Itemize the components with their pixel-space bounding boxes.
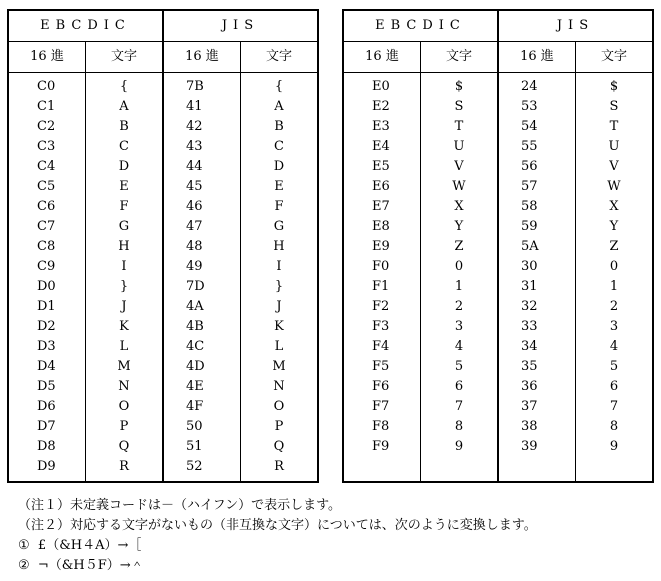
ebcdic-char-cell: X: [420, 197, 497, 217]
jis-hex-cell: 48: [163, 237, 240, 257]
ebcdic-hex-cell: C0: [8, 73, 85, 98]
ebcdic-hex-cell: C8: [8, 237, 85, 257]
ebcdic-hex-cell: C2: [8, 117, 85, 137]
table-row: [8, 297, 318, 317]
conversion-2: ② ¬（&H５F）→＾: [18, 558, 144, 573]
ebcdic-char-cell: 2: [420, 297, 497, 317]
table-row: [8, 277, 318, 297]
ebcdic-char-cell: S: [420, 97, 497, 117]
table-row: [8, 137, 318, 157]
table-row: [343, 317, 653, 337]
jis-hex-cell: 50: [163, 417, 240, 437]
jis-char-cell: I: [240, 257, 318, 277]
ebcdic-hex-cell: C9: [8, 257, 85, 277]
jis-hex-cell: 44: [163, 157, 240, 177]
ebcdic-hex-cell: C4: [8, 157, 85, 177]
jis-hex-cell: 4E: [163, 377, 240, 397]
jis-hex-cell: 45: [163, 177, 240, 197]
ebcdic-hex-cell: D7: [8, 417, 85, 437]
ebcdic-hex-cell: E5: [343, 157, 420, 177]
ebcdic-hex-cell: D3: [8, 337, 85, 357]
jis-hex-cell: 35: [498, 357, 575, 377]
table-row: [343, 157, 653, 177]
ebcdic-char-cell: I: [85, 257, 162, 277]
ebcdic-header: EBCDIC: [343, 10, 498, 42]
ebcdic-hex-cell: E9: [343, 237, 420, 257]
ebcdic-char-cell: L: [85, 337, 162, 357]
jis-char-cell: 7: [575, 397, 653, 417]
jis-char-cell: H: [240, 237, 318, 257]
jis-header: JIS: [498, 10, 653, 42]
table-row: [343, 337, 653, 357]
table-row: [8, 217, 318, 237]
jis-hex-cell: 4B: [163, 317, 240, 337]
jis-char-cell: J: [240, 297, 318, 317]
jis-char-cell: 6: [575, 377, 653, 397]
ebcdic-hex-cell: F6: [343, 377, 420, 397]
ebcdic-char-cell: D: [85, 157, 162, 177]
jis-hex-cell: 4A: [163, 297, 240, 317]
table-row: [343, 277, 653, 297]
char-column-header: 文字: [240, 42, 318, 73]
jis-hex-cell: 51: [163, 437, 240, 457]
ebcdic-char-cell: A: [85, 97, 162, 117]
ebcdic-hex-cell: C5: [8, 177, 85, 197]
ebcdic-char-cell: {: [85, 73, 162, 98]
ebcdic-char-cell: U: [420, 137, 497, 157]
table-row: [8, 357, 318, 377]
ebcdic-char-cell: G: [85, 217, 162, 237]
jis-char-cell: X: [575, 197, 653, 217]
jis-char-cell: K: [240, 317, 318, 337]
table-row: [8, 337, 318, 357]
jis-char-cell: 5: [575, 357, 653, 377]
jis-char-cell: T: [575, 117, 653, 137]
ebcdic-hex-cell: F5: [343, 357, 420, 377]
jis-hex-cell: 30: [498, 257, 575, 277]
ebcdic-hex-cell: E2: [343, 97, 420, 117]
jis-char-cell: W: [575, 177, 653, 197]
hex-column-header: 16 進: [498, 42, 575, 73]
jis-hex-cell: 57: [498, 177, 575, 197]
jis-hex-cell: 4F: [163, 397, 240, 417]
jis-hex-cell: 53: [498, 97, 575, 117]
hex-column-header: 16 進: [8, 42, 85, 73]
jis-hex-cell: 5A: [498, 237, 575, 257]
ebcdic-char-cell: 6: [420, 377, 497, 397]
ebcdic-hex-cell: F0: [343, 257, 420, 277]
jis-char-cell: N: [240, 377, 318, 397]
ebcdic-char-cell: W: [420, 177, 497, 197]
jis-char-cell: Y: [575, 217, 653, 237]
jis-hex-cell: 7B: [163, 73, 240, 98]
char-column-header: 文字: [575, 42, 653, 73]
table-row: [8, 177, 318, 197]
jis-hex-cell: 36: [498, 377, 575, 397]
jis-char-cell: L: [240, 337, 318, 357]
jis-char-cell: U: [575, 137, 653, 157]
table-row: [343, 217, 653, 237]
ebcdic-char-cell: K: [85, 317, 162, 337]
table-row: [8, 73, 318, 98]
ebcdic-hex-cell: E3: [343, 117, 420, 137]
ebcdic-char-cell: 8: [420, 417, 497, 437]
ebcdic-char-cell: N: [85, 377, 162, 397]
jis-char-cell: C: [240, 137, 318, 157]
char-column-header: 文字: [420, 42, 497, 73]
ebcdic-hex-cell: C6: [8, 197, 85, 217]
table-row: [343, 237, 653, 257]
ebcdic-char-cell: 4: [420, 337, 497, 357]
ebcdic-hex-cell: D0: [8, 277, 85, 297]
jis-char-cell: A: [240, 97, 318, 117]
ebcdic-hex-cell: E0: [343, 73, 420, 98]
empty-cell: [498, 457, 575, 482]
table-row: [8, 157, 318, 177]
ebcdic-char-cell: 7: [420, 397, 497, 417]
conversion-table-left: [7, 9, 319, 483]
jis-hex-cell: 42: [163, 117, 240, 137]
ebcdic-hex-cell: D2: [8, 317, 85, 337]
table-row: [343, 377, 653, 397]
empty-row: [343, 457, 653, 482]
ebcdic-hex-cell: D4: [8, 357, 85, 377]
jis-hex-cell: 54: [498, 117, 575, 137]
hex-column-header: 16 進: [163, 42, 240, 73]
jis-hex-cell: 56: [498, 157, 575, 177]
ebcdic-hex-cell: F8: [343, 417, 420, 437]
jis-hex-cell: 32: [498, 297, 575, 317]
jis-hex-cell: 52: [163, 457, 240, 482]
ebcdic-char-cell: E: [85, 177, 162, 197]
ebcdic-char-cell: O: [85, 397, 162, 417]
table-row: [8, 377, 318, 397]
table-row: [8, 317, 318, 337]
jis-char-cell: Q: [240, 437, 318, 457]
jis-char-cell: M: [240, 357, 318, 377]
table-row: [8, 257, 318, 277]
ebcdic-header: EBCDIC: [8, 10, 163, 42]
ebcdic-char-cell: Z: [420, 237, 497, 257]
jis-char-cell: 4: [575, 337, 653, 357]
jis-char-cell: S: [575, 97, 653, 117]
jis-hex-cell: 41: [163, 97, 240, 117]
ebcdic-char-cell: Q: [85, 437, 162, 457]
ebcdic-hex-cell: C1: [8, 97, 85, 117]
jis-hex-cell: 24: [498, 73, 575, 98]
ebcdic-hex-cell: D5: [8, 377, 85, 397]
ebcdic-char-cell: H: [85, 237, 162, 257]
jis-hex-cell: 58: [498, 197, 575, 217]
table-row: [343, 177, 653, 197]
jis-hex-cell: 34: [498, 337, 575, 357]
ebcdic-char-cell: P: [85, 417, 162, 437]
ebcdic-hex-cell: F2: [343, 297, 420, 317]
table-row: [343, 97, 653, 117]
ebcdic-hex-cell: F9: [343, 437, 420, 457]
table-row: [343, 117, 653, 137]
ebcdic-char-cell: 1: [420, 277, 497, 297]
jis-char-cell: {: [240, 73, 318, 98]
table-row: [343, 437, 653, 457]
ebcdic-char-cell: B: [85, 117, 162, 137]
ebcdic-char-cell: V: [420, 157, 497, 177]
ebcdic-hex-cell: F3: [343, 317, 420, 337]
jis-hex-cell: 46: [163, 197, 240, 217]
jis-hex-cell: 49: [163, 257, 240, 277]
table-row: [343, 357, 653, 377]
jis-char-cell: 3: [575, 317, 653, 337]
jis-char-cell: F: [240, 197, 318, 217]
table-row: [343, 73, 653, 98]
table-row: [8, 457, 318, 482]
ebcdic-hex-cell: E4: [343, 137, 420, 157]
table-row: [343, 197, 653, 217]
jis-hex-cell: 37: [498, 397, 575, 417]
ebcdic-hex-cell: C3: [8, 137, 85, 157]
jis-char-cell: B: [240, 117, 318, 137]
ebcdic-hex-cell: E7: [343, 197, 420, 217]
table-row: [8, 197, 318, 217]
ebcdic-char-cell: 5: [420, 357, 497, 377]
table-row: [8, 97, 318, 117]
table-row: [343, 257, 653, 277]
jis-hex-cell: 31: [498, 277, 575, 297]
ebcdic-char-cell: R: [85, 457, 162, 482]
table-row: [8, 417, 318, 437]
jis-char-cell: G: [240, 217, 318, 237]
jis-hex-cell: 33: [498, 317, 575, 337]
jis-hex-cell: 39: [498, 437, 575, 457]
ebcdic-char-cell: J: [85, 297, 162, 317]
jis-hex-cell: 43: [163, 137, 240, 157]
jis-char-cell: 0: [575, 257, 653, 277]
ebcdic-hex-cell: E8: [343, 217, 420, 237]
hex-column-header: 16 進: [343, 42, 420, 73]
notes: [18, 496, 537, 576]
empty-cell: [343, 457, 420, 482]
conversion-table-right: [342, 9, 654, 483]
ebcdic-char-cell: }: [85, 277, 162, 297]
note-1: （注１）未定義コードは－（ハイフン）で表示します。: [18, 498, 342, 513]
jis-char-cell: }: [240, 277, 318, 297]
jis-char-cell: 8: [575, 417, 653, 437]
table-row: [8, 237, 318, 257]
note-2: （注２）対応する文字がないもの（非互換な文字）については、次のように変換します。: [18, 518, 537, 533]
ebcdic-char-cell: 3: [420, 317, 497, 337]
table-row: [343, 397, 653, 417]
jis-hex-cell: 4D: [163, 357, 240, 377]
ebcdic-char-cell: F: [85, 197, 162, 217]
ebcdic-char-cell: $: [420, 73, 497, 98]
jis-hex-cell: 4C: [163, 337, 240, 357]
jis-char-cell: 2: [575, 297, 653, 317]
table-row: [343, 417, 653, 437]
ebcdic-hex-cell: D1: [8, 297, 85, 317]
ebcdic-hex-cell: F7: [343, 397, 420, 417]
jis-hex-cell: 47: [163, 217, 240, 237]
table-row: [343, 137, 653, 157]
ebcdic-hex-cell: F4: [343, 337, 420, 357]
ebcdic-hex-cell: E6: [343, 177, 420, 197]
jis-hex-cell: 59: [498, 217, 575, 237]
ebcdic-hex-cell: D9: [8, 457, 85, 482]
jis-char-cell: O: [240, 397, 318, 417]
table-row: [8, 437, 318, 457]
ebcdic-hex-cell: D6: [8, 397, 85, 417]
empty-cell: [575, 457, 653, 482]
ebcdic-hex-cell: C7: [8, 217, 85, 237]
table-row: [8, 117, 318, 137]
ebcdic-char-cell: 0: [420, 257, 497, 277]
jis-char-cell: Z: [575, 237, 653, 257]
jis-char-cell: R: [240, 457, 318, 482]
empty-cell: [420, 457, 497, 482]
jis-char-cell: D: [240, 157, 318, 177]
jis-char-cell: $: [575, 73, 653, 98]
jis-char-cell: 1: [575, 277, 653, 297]
jis-char-cell: E: [240, 177, 318, 197]
ebcdic-char-cell: M: [85, 357, 162, 377]
ebcdic-char-cell: 9: [420, 437, 497, 457]
jis-header: JIS: [163, 10, 318, 42]
jis-hex-cell: 38: [498, 417, 575, 437]
ebcdic-hex-cell: F1: [343, 277, 420, 297]
table-row: [343, 297, 653, 317]
jis-char-cell: 9: [575, 437, 653, 457]
ebcdic-hex-cell: D8: [8, 437, 85, 457]
jis-char-cell: P: [240, 417, 318, 437]
char-column-header: 文字: [85, 42, 162, 73]
ebcdic-char-cell: C: [85, 137, 162, 157]
jis-hex-cell: 7D: [163, 277, 240, 297]
ebcdic-char-cell: Y: [420, 217, 497, 237]
jis-hex-cell: 55: [498, 137, 575, 157]
jis-char-cell: V: [575, 157, 653, 177]
table-row: [8, 397, 318, 417]
conversion-1: ① £（&H４A）→［: [18, 538, 142, 553]
ebcdic-char-cell: T: [420, 117, 497, 137]
